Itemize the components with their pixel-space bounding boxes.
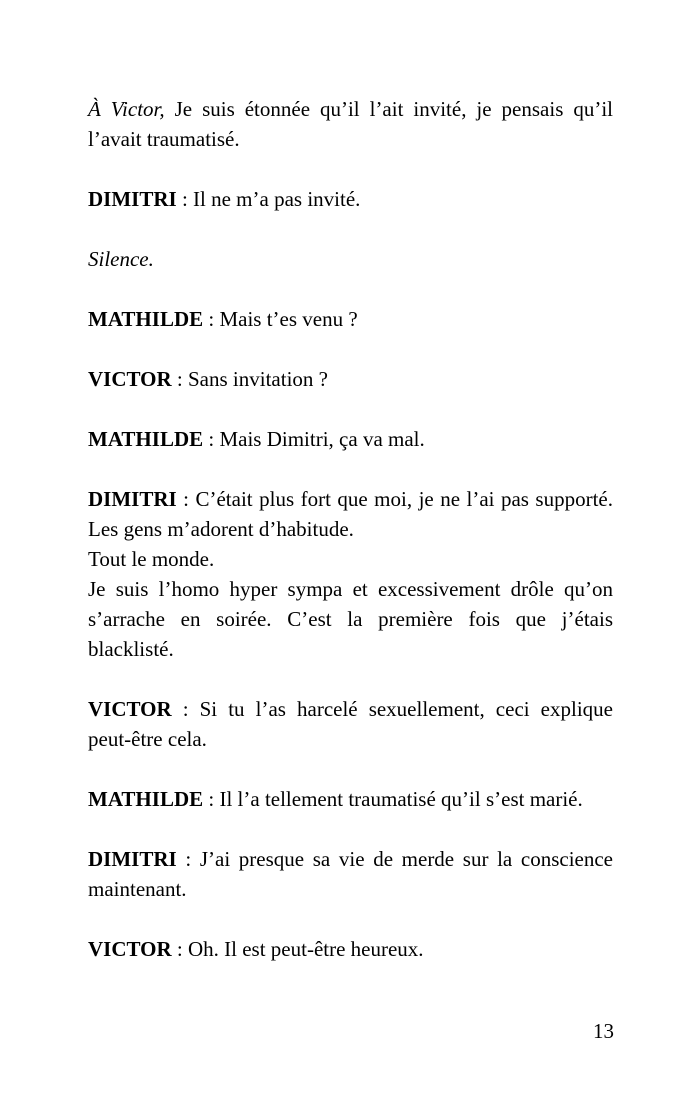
speaker-separator: :: [176, 487, 196, 511]
stage-direction-paragraph: [88, 94, 613, 154]
speaker-name: DIMITRI: [88, 187, 177, 211]
dialogue-paragraph: [88, 424, 613, 454]
dialogue-text: Oh. Il est peut-être heureux.: [187, 937, 424, 961]
dialogue-line: Je suis l’homo hyper sympa et excessivement drôle qu’on s’arrache en soirée. C’est la première fois que j’étais blacklisté.: [88, 577, 613, 661]
dialogue-paragraph: [88, 844, 613, 904]
dialogue-paragraph: [88, 364, 613, 394]
dialogue-text: Mais Dimitri, ça va mal.: [219, 427, 425, 451]
dialogue-paragraph: [88, 934, 613, 964]
speaker-separator: :: [171, 937, 188, 961]
dialogue-paragraph: [88, 784, 613, 814]
speaker-name: VICTOR: [88, 937, 172, 961]
speaker-separator: :: [171, 697, 200, 721]
dialogue-paragraph: [88, 484, 613, 664]
dialogue-paragraph: [88, 184, 613, 214]
dialogue-text: Il l’a tellement traumatisé qu’il s’est marié.: [219, 787, 583, 811]
dialogue-text: Je suis étonnée qu’il l’ait invité, je pensais qu’il l’avait traumatisé.: [88, 97, 613, 151]
stage-direction: Silence.: [88, 247, 154, 271]
dialogue-text: Sans invitation ?: [187, 367, 328, 391]
speaker-separator: :: [203, 787, 220, 811]
speaker-name: MATHILDE: [88, 307, 204, 331]
speaker-name: DIMITRI: [88, 487, 177, 511]
speaker-name: MATHILDE: [88, 427, 204, 451]
dialogue-text: Mais t’es venu ?: [219, 307, 358, 331]
dialogue-paragraph: [88, 304, 613, 334]
speaker-name: VICTOR: [88, 697, 172, 721]
speaker-separator: :: [171, 367, 188, 391]
speaker-separator: :: [203, 427, 220, 451]
script-page: [88, 94, 613, 994]
speaker-separator: :: [203, 307, 220, 331]
dialogue-text: Il ne m’a pas invité.: [193, 187, 361, 211]
dialogue-line: [88, 484, 613, 544]
speaker-name: MATHILDE: [88, 787, 204, 811]
stage-direction-paragraph: [88, 244, 613, 274]
dialogue-text: C’était plus fort que moi, je ne l’ai pas supporté. Les gens m’adorent d’habitude.: [88, 487, 613, 541]
speaker-separator: :: [176, 847, 200, 871]
dialogue-paragraph: [88, 694, 613, 754]
dialogue-text: Si tu l’as harcelé sexuellement, ceci explique peut-être cela.: [88, 697, 613, 751]
stage-direction: À Victor,: [88, 97, 165, 121]
page-number: 13: [593, 1019, 614, 1043]
dialogue-line: Tout le monde.: [88, 547, 215, 571]
dialogue-text: J’ai presque sa vie de merde sur la conscience maintenant.: [88, 847, 614, 901]
speaker-name: DIMITRI: [88, 847, 177, 871]
speaker-name: VICTOR: [88, 367, 172, 391]
speaker-separator: :: [176, 187, 194, 211]
